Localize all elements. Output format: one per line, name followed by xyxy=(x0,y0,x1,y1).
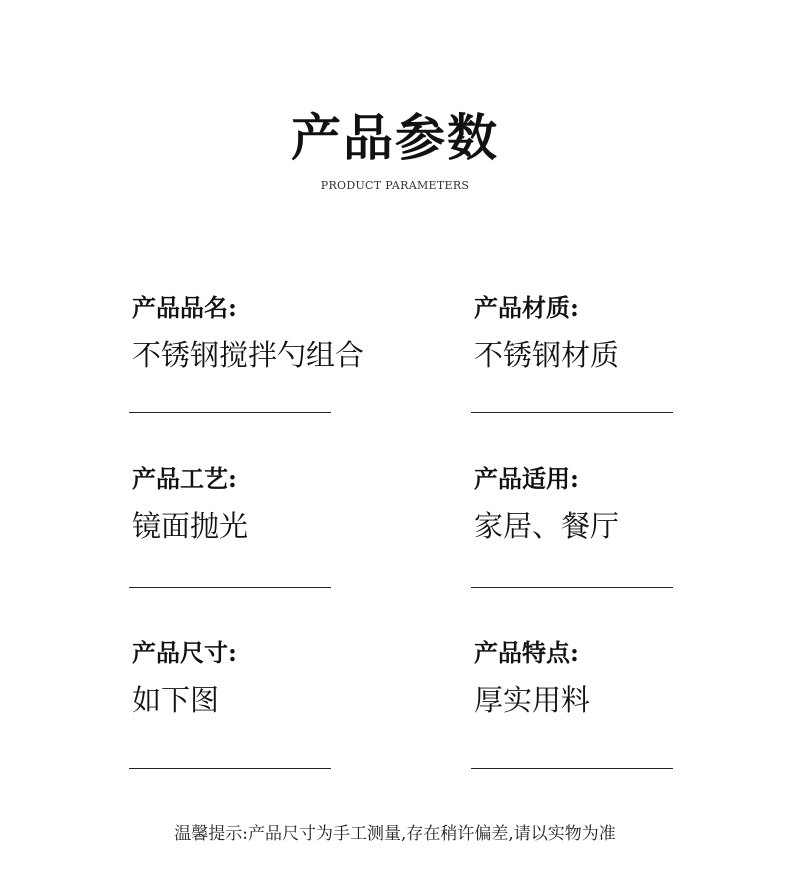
param-label: 产品工艺: xyxy=(132,464,237,493)
param-value: 如下图 xyxy=(132,683,220,717)
param-label: 产品品名: xyxy=(132,293,237,322)
param-value: 厚实用料 xyxy=(474,683,591,717)
param-label: 产品材质: xyxy=(474,293,579,322)
page-subtitle: PRODUCT PARAMETERS xyxy=(320,179,470,192)
param-value: 不锈钢材质 xyxy=(474,338,620,372)
divider-line xyxy=(471,587,673,588)
divider-line xyxy=(129,587,331,588)
divider-line xyxy=(129,412,331,413)
divider-line xyxy=(129,768,331,769)
divider-line xyxy=(471,412,673,413)
param-label: 产品特点: xyxy=(474,638,579,667)
param-label: 产品尺寸: xyxy=(132,638,237,667)
param-label: 产品适用: xyxy=(474,464,579,493)
param-value: 镜面抛光 xyxy=(132,509,249,543)
param-value: 家居、餐厅 xyxy=(474,509,620,543)
page-title: 产品参数 xyxy=(291,108,499,167)
footer-note: 温馨提示:产品尺寸为手工测量,存在稍许偏差,请以实物为准 xyxy=(174,824,616,844)
param-value: 不锈钢搅拌勺组合 xyxy=(132,338,365,372)
divider-line xyxy=(471,768,673,769)
